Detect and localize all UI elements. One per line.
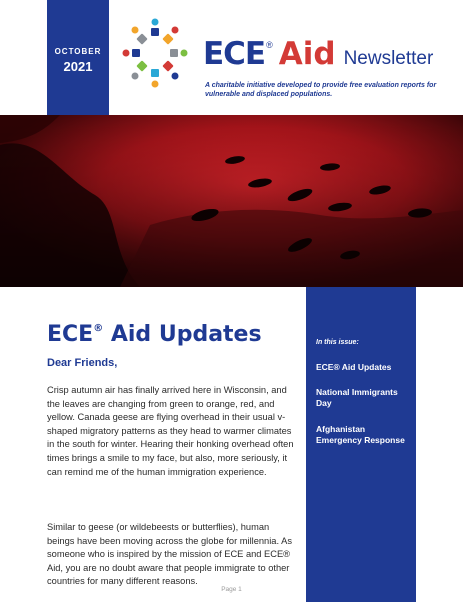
- article-paragraph-1: Crisp autumn air has finally arrived here in Wisconsin, and the leaves are changing from green to orange, red, and yellow. Canada geese are flying overhead in their usual v-shaped migratory patterns as they head to warmer climates in the south for winter. Hearing their honking overhead often times brings a smile to my face, but also, more seriously, it can remind me of the human immigration experience.: [47, 385, 294, 477]
- sidebar-item-aid-updates[interactable]: ECE® Aid Updates: [316, 362, 392, 372]
- issue-year: 2021: [63, 59, 93, 74]
- sidebar-item-afghanistan[interactable]: Afghanistan Emergency Response: [316, 424, 405, 445]
- article-title-reg: ®: [93, 322, 104, 334]
- brand-registered-mark: ®: [266, 40, 273, 50]
- issue-month: OCTOBER: [54, 47, 102, 56]
- page-number: Page 1: [221, 586, 242, 593]
- sidebar-item-immigrants-day[interactable]: National Immigrants Day: [316, 387, 398, 408]
- article-title-suffix: Aid Updates: [103, 322, 262, 347]
- in-this-issue-sidebar: [306, 287, 416, 602]
- hero-image: [0, 115, 463, 287]
- article-title: [47, 322, 262, 347]
- tagline: A charitable initiative developed to provide free evaluation reports for vulnerable and displaced populations.: [205, 82, 437, 98]
- date-block: [47, 0, 109, 115]
- article-title-prefix: ECE: [47, 322, 94, 347]
- brand-newsletter: Newsletter: [343, 48, 434, 69]
- wildebeest-migration-photo: [0, 115, 463, 287]
- brand-wordmark: [203, 36, 433, 76]
- ece-aid-logo: [118, 16, 192, 90]
- sidebar-title: In this issue:: [316, 339, 359, 346]
- brand-ece: ECE: [203, 36, 266, 72]
- brand-aid: Aid: [278, 36, 336, 72]
- article-greeting: Dear Friends,: [47, 357, 118, 369]
- article-paragraph-2: Similar to geese (or wildebeests or butterflies), human beings have been moving across the globe for millennia. As someone who is inspired by the mission of ECE and ECE® Aid, you are no doubt aware that people immigrate to other countries for many different reasons.: [47, 522, 292, 587]
